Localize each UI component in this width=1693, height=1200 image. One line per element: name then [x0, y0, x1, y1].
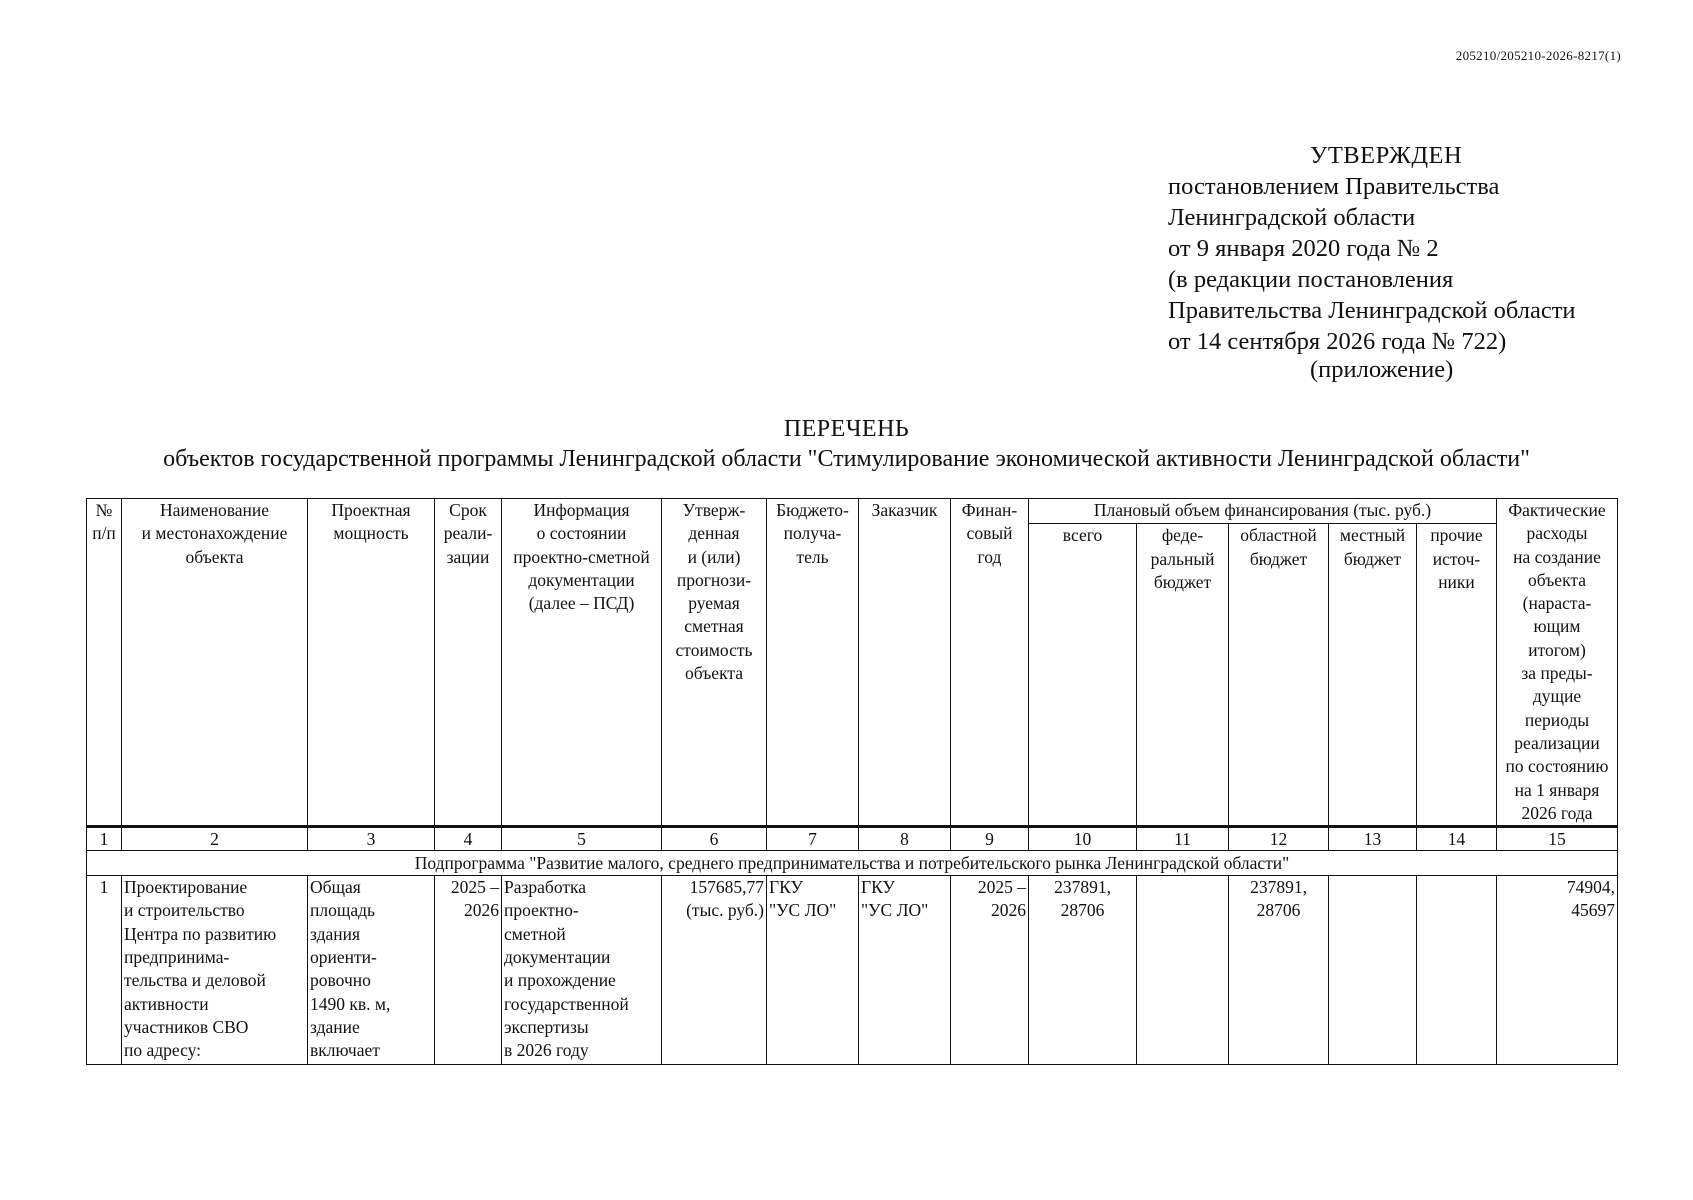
- column-number: 12: [1229, 827, 1329, 851]
- subprogram-row: [87, 851, 1618, 876]
- header-psd-info: Информация о состоянии проектно-сметной документации (далее – ПСД): [502, 499, 662, 827]
- approval-line: от 9 января 2020 года № 2: [1168, 235, 1439, 262]
- header-capacity: Проектная мощность: [308, 499, 435, 827]
- column-number: 8: [859, 827, 951, 851]
- header-total: всего: [1029, 524, 1137, 827]
- column-number: 11: [1137, 827, 1229, 851]
- objects-table: [86, 498, 1618, 1065]
- row-federal: [1137, 876, 1229, 1065]
- column-number: 4: [435, 827, 502, 851]
- row-regional: 237891, 28706: [1229, 876, 1329, 1065]
- subprogram-title: Подпрограмма "Развитие малого, среднего предпринимательства и потребительского рынка Ленинградской области": [87, 851, 1618, 876]
- header-fin-year: Финан- совый год: [951, 499, 1029, 827]
- table-header-row: [87, 499, 1618, 524]
- column-number: 15: [1497, 827, 1618, 851]
- table-row: [87, 876, 1618, 1065]
- approval-line: Правительства Ленинградской области: [1168, 297, 1576, 324]
- header-local: местный бюджет: [1329, 524, 1417, 827]
- approval-appendix: (приложение): [1310, 356, 1454, 383]
- column-number: 1: [87, 827, 122, 851]
- row-actual-expenses: 74904, 45697: [1497, 876, 1618, 1065]
- column-number: 2: [122, 827, 308, 851]
- approval-line: от 14 сентября 2026 года № 722): [1168, 328, 1507, 355]
- column-number: 7: [767, 827, 859, 851]
- column-number: 9: [951, 827, 1029, 851]
- column-number: 13: [1329, 827, 1417, 851]
- header-funding-group: Плановый объем финансирования (тыс. руб.): [1029, 499, 1497, 524]
- row-other: [1417, 876, 1497, 1065]
- approval-line: (в редакции постановления: [1168, 266, 1454, 293]
- column-numbers-row: [87, 827, 1618, 851]
- approval-line: Ленинградской области: [1168, 204, 1416, 231]
- column-number: 14: [1417, 827, 1497, 851]
- row-customer: ГКУ "УС ЛО": [859, 876, 951, 1065]
- column-number: 5: [502, 827, 662, 851]
- column-number: 10: [1029, 827, 1137, 851]
- approval-stamp-title: УТВЕРЖДЕН: [1310, 142, 1463, 169]
- header-federal: феде- ральный бюджет: [1137, 524, 1229, 827]
- row-local: [1329, 876, 1417, 1065]
- row-fin-year: 2025 – 2026: [951, 876, 1029, 1065]
- approval-line: постановлением Правительства: [1168, 173, 1500, 200]
- row-recipient: ГКУ "УС ЛО": [767, 876, 859, 1065]
- row-capacity: Общая площадь здания ориенти- ровочно 1490 кв. м, здание включает: [308, 876, 435, 1065]
- header-num: № п/п: [87, 499, 122, 827]
- document-title: ПЕРЕЧЕНЬ: [783, 416, 910, 442]
- header-estimated-cost: Утверж- денная и (или) прогнози- руемая сметная стоимость объекта: [662, 499, 767, 827]
- header-name: Наименование и местонахождение объекта: [122, 499, 308, 827]
- header-recipient: Бюджето- получа- тель: [767, 499, 859, 827]
- column-number: 3: [308, 827, 435, 851]
- document-subtitle: объектов государственной программы Ленинградской области "Стимулирование экономической активности Ленинградской области": [163, 446, 1530, 472]
- header-actual-expenses: Фактические расходы на создание объекта (нараста- ющим итогом) за преды- дущие периоды реализации по состоянию на 1 января 2026 года: [1497, 499, 1618, 827]
- column-number: 6: [662, 827, 767, 851]
- row-name: Проектирование и строительство Центра по развитию предпринима- тельства и деловой активности участников СВО по адресу:: [122, 876, 308, 1065]
- header-regional: областной бюджет: [1229, 524, 1329, 827]
- row-total: 237891, 28706: [1029, 876, 1137, 1065]
- row-num: 1: [87, 876, 122, 1065]
- row-psd-info: Разработка проектно- сметной документации и прохождение государственной экспертизы в 2026 году: [502, 876, 662, 1065]
- document-id: 205210/205210-2026-8217(1): [1455, 48, 1621, 63]
- header-other: прочие источ- ники: [1417, 524, 1497, 827]
- approval-block: [1168, 140, 1576, 383]
- row-estimated-cost: 157685,77 (тыс. руб.): [662, 876, 767, 1065]
- header-term: Срок реали- зации: [435, 499, 502, 827]
- header-customer: Заказчик: [859, 499, 951, 827]
- row-term: 2025 – 2026: [435, 876, 502, 1065]
